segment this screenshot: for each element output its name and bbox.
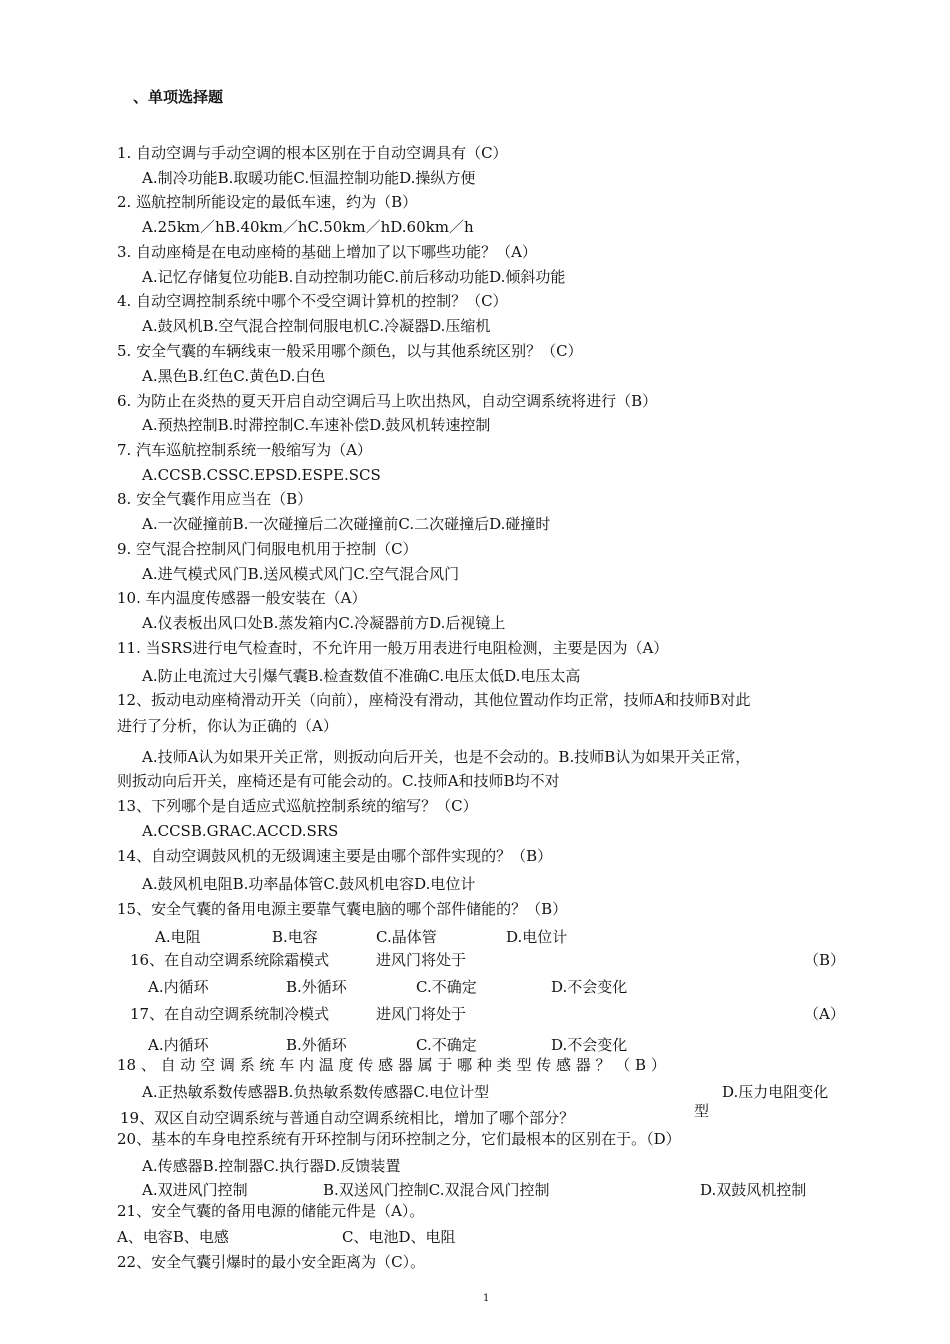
options-4: A.鼓风机B.空气混合控制伺服电机C.冷凝器D.压缩机 [142, 317, 491, 335]
options-2: A.25km／hB.40km／hC.50km／hD.60km／h [142, 218, 474, 236]
options-3: A.记忆存储复位功能B.自动控制功能C.前后移动功能D.倾斜功能 [142, 268, 566, 286]
option-16-a: A.内循环 [148, 978, 209, 996]
question-19: 19、双区自动空调系统与普通自动空调系统相比，增加了哪个部分？ [120, 1109, 575, 1127]
answer-16: （B） [804, 951, 846, 969]
question-14: 14、自动空调鼓风机的无级调速主要是由哪个部件实现的？（B） [117, 847, 553, 865]
option-15-d: D.电位计 [506, 928, 568, 946]
option-16-d: D.不会变化 [551, 978, 628, 996]
question-9: 9. 空气混合控制风门伺服电机用于控制（C） [117, 540, 418, 558]
question-17-tail: 进风门将处于 [376, 1005, 467, 1023]
question-12-line-1: 12、扳动电动座椅滑动开关（向前），座椅没有滑动，其他位置动作均正常，技师A和技师B对此 [117, 691, 751, 709]
question-22: 22、安全气囊引爆时的最小安全距离为（C）。 [117, 1253, 426, 1271]
option-19-d: D.双鼓风机控制 [700, 1181, 807, 1199]
question-4: 4. 自动空调控制系统中哪个不受空调计算机的控制？（C） [117, 292, 508, 310]
option-16-b: B.外循环 [286, 978, 347, 996]
question-16: 16、在自动空调系统除霜模式 [130, 951, 330, 969]
question-20: 20、基本的车身电控系统有开环控制与闭环控制之分，它们最根本的区别在于。（D） [117, 1130, 681, 1148]
question-7: 7. 汽车巡航控制系统一般缩写为（A） [117, 441, 372, 459]
option-19-bc: B.双送风门控制C.双混合风门控制 [323, 1181, 550, 1199]
options-7: A.CCSB.CSSC.EPSD.ESPE.SCS [142, 466, 381, 484]
question-21: 21、安全气囊的备用电源的储能元件是（A）。 [117, 1202, 425, 1220]
section-title: 、单项选择题 [133, 88, 224, 106]
options-6: A.预热控制B.时滞控制C.车速补偿D.鼓风机转速控制 [142, 416, 491, 434]
question-3: 3. 自动座椅是在电动座椅的基础上增加了以下哪些功能？（A） [117, 243, 537, 261]
options-18: A.正热敏系数传感器B.负热敏系数传感器C.电位计型 [142, 1083, 490, 1101]
option-17-d: D.不会变化 [551, 1036, 628, 1054]
question-12-line-2: 进行了分析，你认为正确的（A） [117, 717, 338, 735]
option-19-a: A.双进风门控制 [142, 1181, 248, 1199]
option-18-d-wrap: 型 [694, 1102, 710, 1120]
question-2: 2. 巡航控制所能设定的最低车速，约为（B） [117, 193, 418, 211]
option-16-c: C.不确定 [416, 978, 477, 996]
question-13: 13、下列哪个是自适应式巡航控制系统的缩写？（C） [117, 797, 478, 815]
options-21-ab: A、电容B、电感 [117, 1228, 229, 1246]
question-6: 6. 为防止在炎热的夏天开启自动空调后马上吹出热风，自动空调系统将进行（B） [117, 392, 658, 410]
question-15: 15、安全气囊的备用电源主要靠气囊电脑的哪个部件储能的？（B） [117, 900, 568, 918]
options-14: A.鼓风机电阻B.功率晶体管C.鼓风机电容D.电位计 [142, 875, 476, 893]
question-17: 17、在自动空调系统制冷模式 [130, 1005, 330, 1023]
options-13: A.CCSB.GRAC.ACCD.SRS [142, 822, 339, 840]
option-17-a: A.内循环 [148, 1036, 209, 1054]
options-8: A.一次碰撞前B.一次碰撞后二次碰撞前C.二次碰撞后D.碰撞时 [142, 515, 551, 533]
page-number: 1 [483, 1293, 490, 1304]
option-17-c: C.不确定 [416, 1036, 477, 1054]
options-21-cd: C、电池D、电阻 [342, 1228, 456, 1246]
options-1: A.制冷功能B.取暖功能C.恒温控制功能D.操纵方便 [142, 169, 476, 187]
options-20: A.传感器B.控制器C.执行器D.反馈装置 [142, 1157, 401, 1175]
options-5: A.黑色B.红色C.黄色D.白色 [142, 367, 326, 385]
options-9: A.进气模式风门B.送风模式风门C.空气混合风门 [142, 565, 460, 583]
question-5: 5. 安全气囊的车辆线束一般采用哪个颜色，以与其他系统区别？（C） [117, 342, 583, 360]
options-12-line-2: 则扳动向后开关，座椅还是有可能会动的。C.技师A和技师B均不对 [117, 772, 560, 790]
question-8: 8. 安全气囊作用应当在（B） [117, 490, 313, 508]
options-11: A.防止电流过大引爆气囊B.检查数值不准确C.电压太低D.电压太高 [142, 667, 581, 685]
question-1: 1. 自动空调与手动空调的根本区别在于自动空调具有（C） [117, 144, 508, 162]
option-15-c: C.晶体管 [376, 928, 437, 946]
options-10: A.仪表板出风口处B.蒸发箱内C.冷凝器前方D.后视镜上 [142, 614, 506, 632]
question-16-tail: 进风门将处于 [376, 951, 467, 969]
option-18-d: D.压力电阻变化 [722, 1083, 829, 1101]
option-17-b: B.外循环 [286, 1036, 347, 1054]
options-12-line-1: A.技师A认为如果开关正常，则扳动向后开关，也是不会动的。B.技师B认为如果开关正常， [142, 748, 751, 766]
question-10: 10. 车内温度传感器一般安装在（A） [117, 589, 367, 607]
question-18: 18 、 自 动 空 调 系 统 车 内 温 度 传 感 器 属 于 哪 种 类 型 传 感 器 ？ （ B ） [117, 1056, 666, 1074]
option-15-a: A.电阻 [155, 928, 201, 946]
answer-17: （A） [804, 1005, 845, 1023]
question-11: 11. 当SRS进行电气检查时，不允许用一般万用表进行电阻检测，主要是因为（A） [117, 639, 669, 657]
option-15-b: B.电容 [272, 928, 318, 946]
